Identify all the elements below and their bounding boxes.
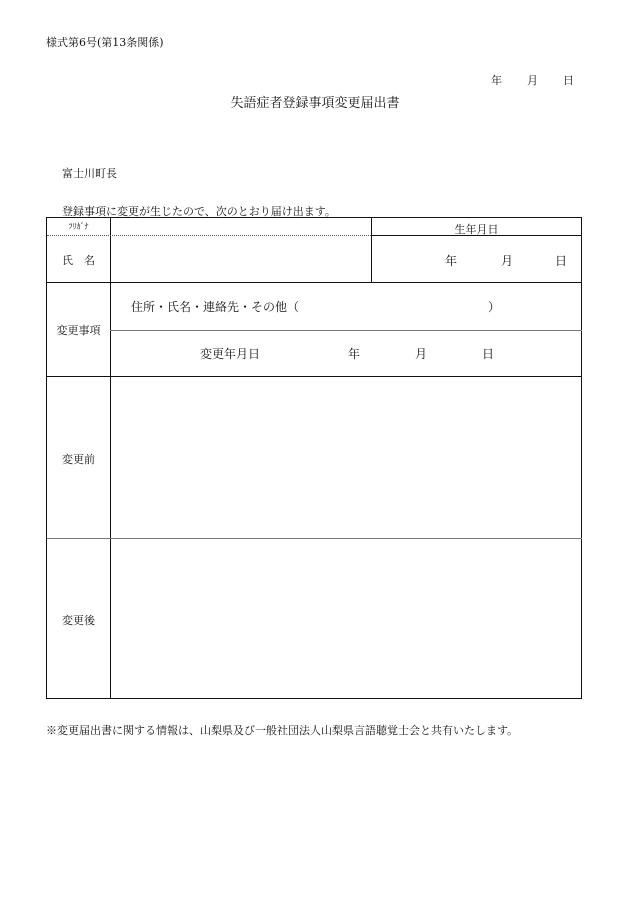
form-table xyxy=(46,217,582,699)
birth-year-label: 年 xyxy=(445,254,458,268)
addressee: 富士川町長 xyxy=(62,167,117,180)
submission-month-label: 月 xyxy=(527,74,538,87)
document-title: 失語症者登録事項変更届出書 xyxy=(230,96,400,111)
change-other-field[interactable] xyxy=(319,295,479,315)
name-field[interactable] xyxy=(111,236,370,281)
change-date-label: 変更年月日 xyxy=(200,347,261,361)
birth-day-label: 日 xyxy=(555,254,568,268)
furigana-field[interactable] xyxy=(111,219,370,234)
birth-month-label: 月 xyxy=(501,254,514,268)
change-options-close: ） xyxy=(488,300,501,314)
intro-text: 登録事項に変更が生じたので、次のとおり届け出ます。 xyxy=(62,205,336,218)
change-year-label: 年 xyxy=(348,347,361,361)
submission-year-label: 年 xyxy=(491,74,502,87)
before-content-field[interactable] xyxy=(111,377,581,537)
birthdate-field[interactable] xyxy=(372,236,582,281)
after-content-field[interactable] xyxy=(111,539,581,697)
name-label: 氏 名 xyxy=(62,254,95,267)
form-number: 様式第6号(第13条関係) xyxy=(46,36,164,49)
change-month-label: 月 xyxy=(415,347,428,361)
after-label: 変更後 xyxy=(62,614,95,627)
birthdate-label: 生年月日 xyxy=(454,223,499,236)
change-options-text: 住所・氏名・連絡先・その他（ xyxy=(131,300,300,314)
change-item-divider xyxy=(110,330,582,331)
change-day-label: 日 xyxy=(482,347,495,361)
change-item-label: 変更事項 xyxy=(56,324,101,337)
furigana-label: ﾌﾘｶﾞﾅ xyxy=(68,222,89,231)
information-sharing-note: ※変更届出書に関する情報は、山梨県及び一般社団法人山梨県言語聴覚士会と共有いたします。 xyxy=(46,724,519,737)
before-label: 変更前 xyxy=(62,453,95,466)
name-row-bottom xyxy=(47,282,582,283)
submission-day-label: 日 xyxy=(563,74,574,87)
change-date-field[interactable] xyxy=(277,332,527,372)
